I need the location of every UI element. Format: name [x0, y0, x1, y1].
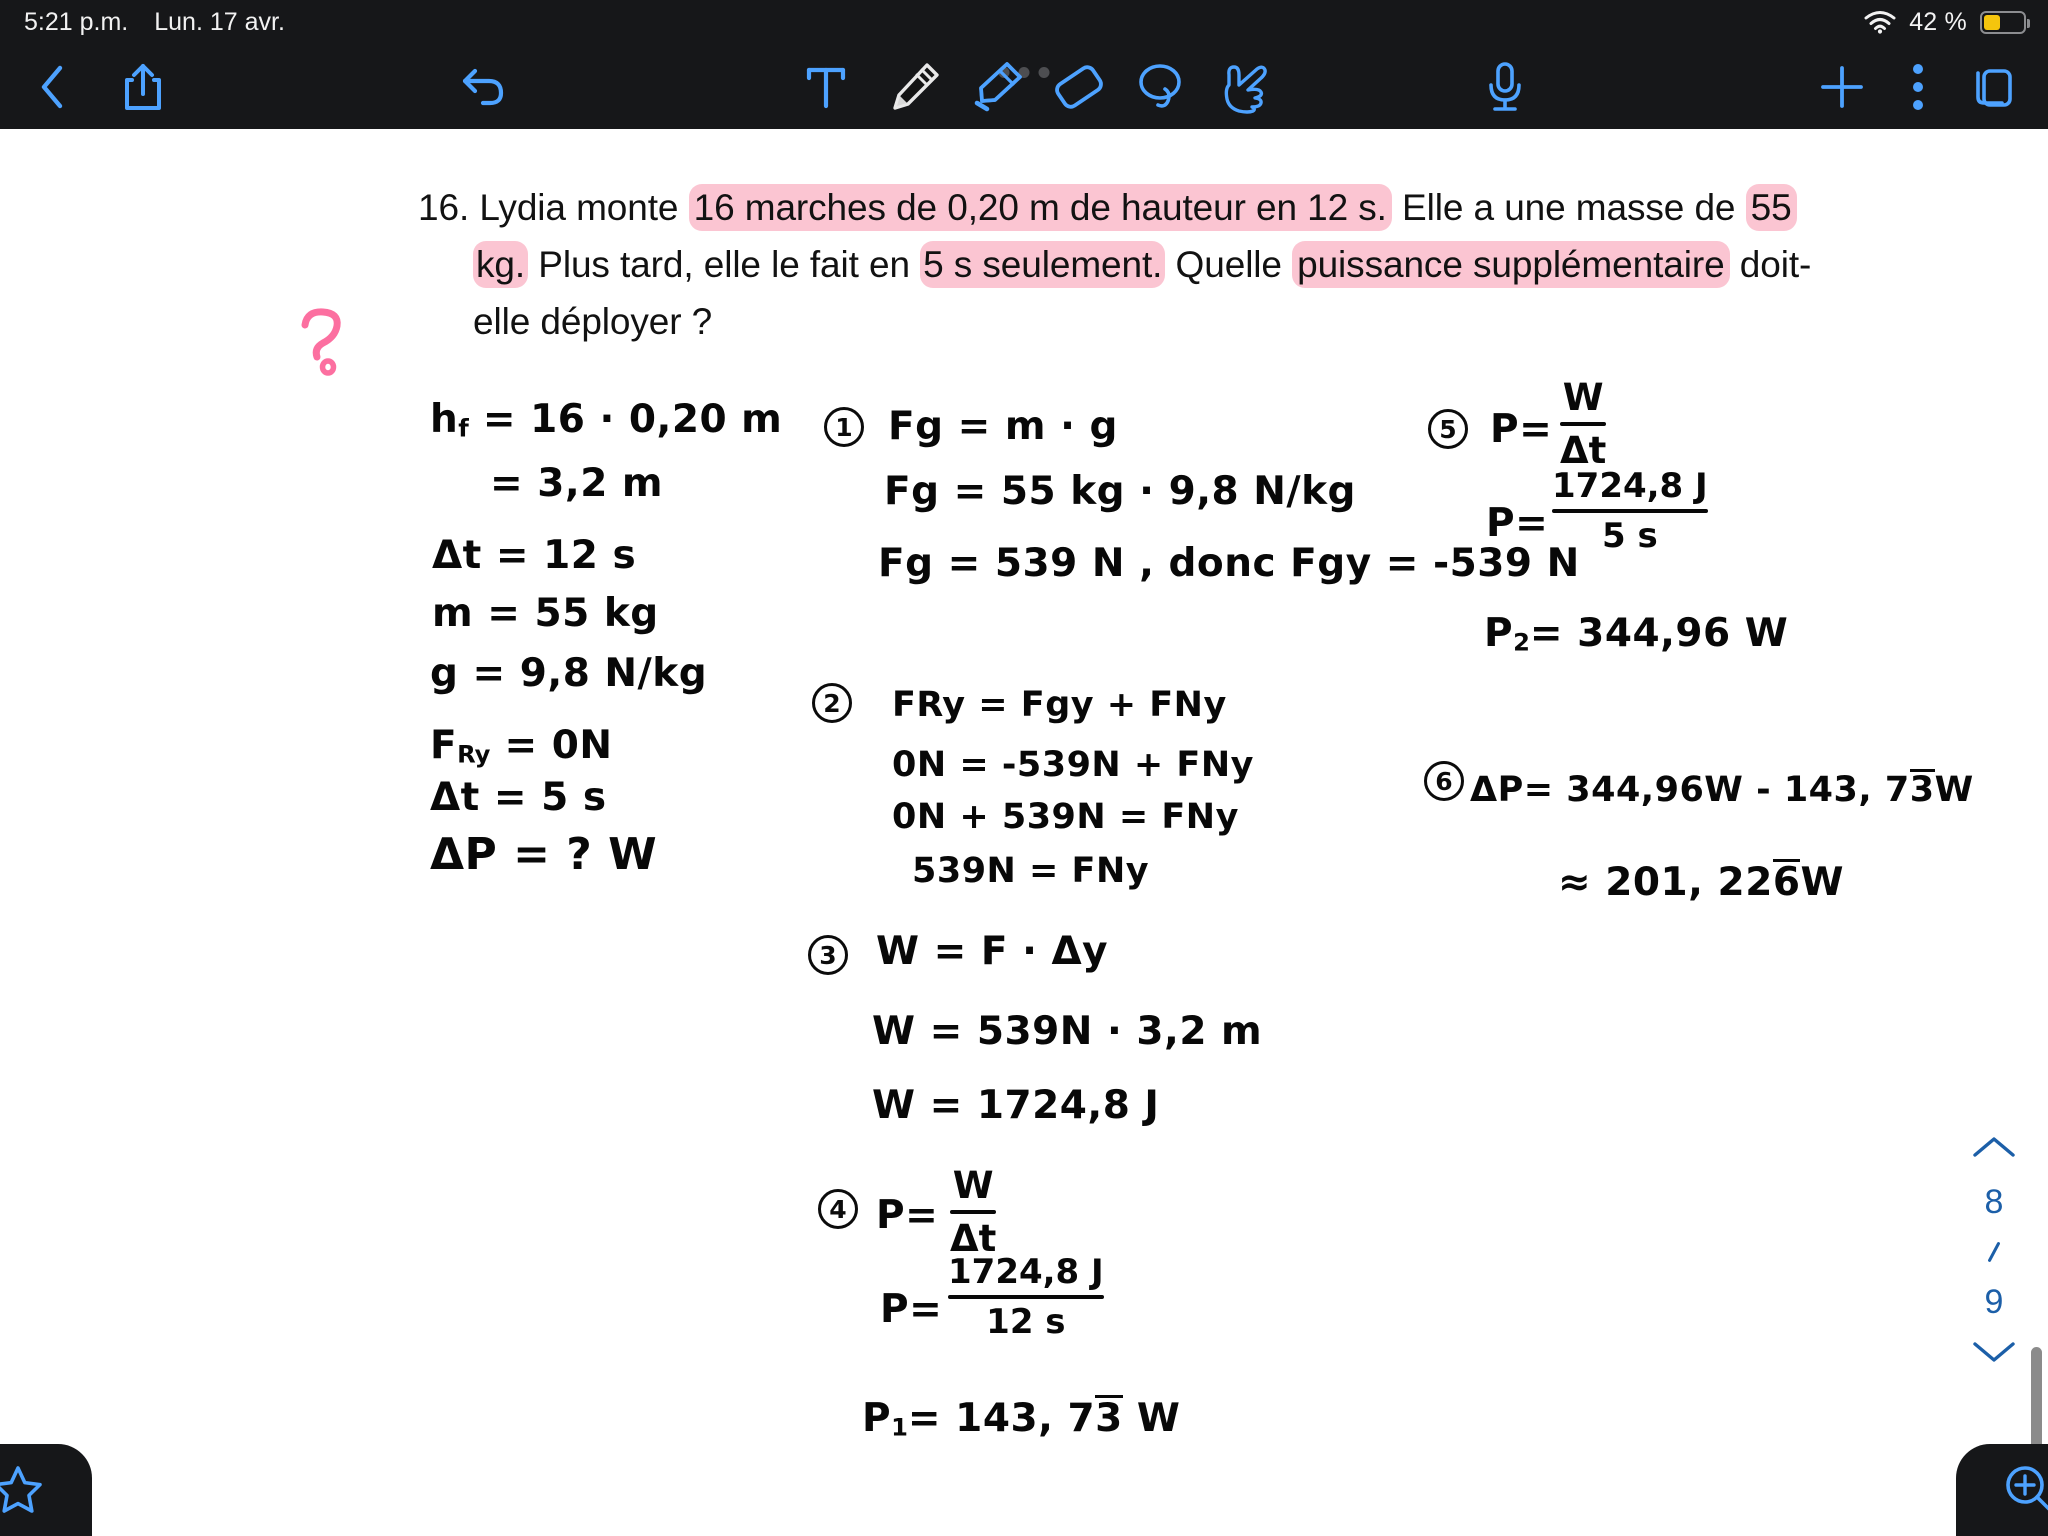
- step-5-formula-numerator: W: [1562, 376, 1604, 419]
- status-bar-left: [24, 8, 285, 37]
- lasso-tool-button[interactable]: [1126, 52, 1196, 122]
- page-up-button[interactable]: [1971, 1134, 2017, 1165]
- given-delta-t2: Δt = 5 s: [430, 775, 607, 820]
- step-4-formula-denominator: Δt: [950, 1217, 997, 1261]
- hand-tool-icon: [1215, 59, 1271, 115]
- step-3-number: 3: [808, 935, 848, 975]
- step-4-result: $P_1= 143$, 73 W: [862, 1396, 1181, 1442]
- question-quelle: Quelle: [1165, 244, 1293, 285]
- step-6-line-2: ≈ 201, 226W: [1558, 860, 1845, 905]
- given-gravity: g = 9,8 N/kg: [430, 651, 708, 696]
- question-later-text: Plus tard, elle le fait en: [528, 244, 921, 285]
- step-2-number: 2: [812, 683, 852, 723]
- step-1-number: 1: [824, 407, 864, 447]
- step-5-result: $P_2= 344,96$ W: [1484, 611, 1789, 657]
- question-line-1: [418, 179, 1818, 236]
- pen-tool-icon: [887, 59, 943, 115]
- highlight-extra-power: puissance supplémentaire: [1292, 241, 1729, 288]
- step-4-formula-label: P=: [876, 1193, 939, 1238]
- hand-tool-button[interactable]: [1208, 52, 1278, 122]
- step-5-value-numerator: 1724,8 J: [1552, 466, 1708, 506]
- microphone-button[interactable]: [1470, 52, 1540, 122]
- step-6-number: 6: [1424, 761, 1464, 801]
- share-icon: [122, 62, 164, 112]
- question-closing: elle déployer ?: [473, 301, 713, 342]
- given-hf-line2: = 3,2 m: [490, 461, 664, 506]
- question-mass-intro: Elle a une masse de: [1391, 187, 1746, 228]
- step-2-line-2: 0N = -539N + FNy: [892, 745, 1254, 785]
- pen-tool-button[interactable]: [880, 52, 950, 122]
- given-fry: $F_{Ry} = 0N$: [430, 723, 613, 769]
- step-2-line-3: 0N + 539N = FNy: [892, 797, 1239, 837]
- step-5-formula-fraction: [1560, 377, 1606, 472]
- microphone-icon: [1483, 60, 1527, 114]
- undo-button[interactable]: [452, 56, 514, 118]
- step-3-line-1: W = F · Δy: [876, 929, 1109, 974]
- add-page-button[interactable]: [1808, 53, 1876, 121]
- given-delta-t1: Δt = 12 s: [432, 533, 637, 578]
- lasso-tool-icon: [1133, 59, 1189, 115]
- page-thumbnails-icon: [1968, 59, 2024, 115]
- star-bookmark-icon: [0, 1463, 45, 1517]
- step-4-number: 4: [818, 1189, 858, 1229]
- highlight-mass-value: 55: [1746, 184, 1797, 231]
- step-5-value-fraction: [1552, 467, 1708, 555]
- question-line-3: [418, 293, 1818, 350]
- step-1-line-1: Fg = m · g: [888, 404, 1118, 449]
- status-date: Lun. 17 avr.: [154, 7, 285, 36]
- step-4-value-label: P=: [880, 1287, 943, 1332]
- back-button[interactable]: [22, 56, 84, 118]
- step-4-value-numerator: 1724,8 J: [948, 1252, 1104, 1292]
- zoom-in-icon: [2002, 1462, 2048, 1518]
- step-1-line-2: Fg = 55 kg · 9,8 N/kg: [884, 469, 1356, 514]
- status-bar: [0, 0, 2048, 44]
- step-5-formula-denominator: Δt: [1560, 429, 1607, 473]
- given-hf-line1: $h_f = 16 \cdot 0,20$ m: [430, 397, 783, 443]
- step-5-value-denominator: 5 s: [1601, 516, 1658, 557]
- battery-percent: 42 %: [1909, 7, 1967, 36]
- bookmark-button[interactable]: [0, 1444, 92, 1536]
- highlight-steps-height-time: 16 marches de 0,20 m de hauteur en 12 s.: [689, 184, 1392, 231]
- step-4-formula-numerator: W: [952, 1164, 994, 1207]
- text-tool-button[interactable]: [792, 53, 860, 121]
- total-page-count: 9: [1984, 1283, 2004, 1321]
- step-5-value-label: P=: [1486, 501, 1549, 546]
- page-thumbnails-button[interactable]: [1960, 51, 2032, 123]
- main-toolbar: [0, 44, 2048, 129]
- undo-icon: [459, 65, 507, 109]
- page-navigator: [1966, 1134, 2022, 1370]
- note-page-canvas[interactable]: [0, 129, 2048, 1536]
- battery-icon: [1980, 11, 2026, 34]
- step-4-value-denominator: 12 s: [986, 1302, 1066, 1343]
- text-tool-icon: [804, 63, 848, 111]
- chevron-up-icon: [1971, 1134, 2017, 1160]
- more-options-button[interactable]: [1890, 53, 1946, 121]
- back-icon: [38, 64, 68, 110]
- current-page-number[interactable]: 8: [1984, 1183, 2004, 1221]
- highlight-mass-unit: kg.: [473, 241, 528, 288]
- highlight-second-time: 5 s seulement.: [920, 241, 1165, 288]
- step-3-line-2: W = 539N · 3,2 m: [872, 1009, 1263, 1054]
- eraser-tool-button[interactable]: [1044, 52, 1114, 122]
- step-2-line-4: 539N = FNy: [912, 851, 1150, 891]
- step-4-value-fraction: [948, 1253, 1104, 1341]
- step-2-line-1: FRy = Fgy + FNy: [892, 685, 1227, 725]
- question-text-block: [418, 179, 1818, 350]
- plus-icon: [1817, 62, 1867, 112]
- step-5-number: 5: [1428, 409, 1468, 449]
- step-3-line-3: W = 1724,8 J: [872, 1083, 1160, 1128]
- share-button[interactable]: [112, 56, 174, 118]
- status-time: 5:21 p.m.: [24, 7, 129, 36]
- page-down-button[interactable]: [1971, 1339, 2017, 1370]
- given-mass: m = 55 kg: [432, 591, 659, 636]
- eraser-tool-icon: [1050, 59, 1108, 115]
- more-options-icon: [1910, 60, 1926, 114]
- step-5-formula-label: P=: [1490, 407, 1553, 452]
- highlighter-tool-icon: [969, 59, 1025, 115]
- chevron-down-icon: [1971, 1339, 2017, 1365]
- wifi-icon: [1864, 10, 1896, 34]
- step-1-line-3: Fg = 539 N , donc Fgy = -539 N: [878, 541, 1580, 586]
- step-4-formula-fraction: [950, 1165, 996, 1260]
- pink-question-mark-annotation: [297, 307, 357, 377]
- status-bar-right: [1864, 8, 2026, 37]
- question-intro: 16. Lydia monte: [418, 187, 689, 228]
- highlighter-tool-button[interactable]: [962, 52, 1032, 122]
- zoom-in-button[interactable]: [1956, 1444, 2048, 1536]
- question-line-2: [418, 236, 1818, 293]
- given-delta-p: ΔP = ? W: [430, 829, 658, 880]
- question-doit: doit-: [1729, 244, 1812, 285]
- page-separator-icon: [1981, 1239, 2007, 1265]
- step-6-line-1: ΔP= 344,96W - 143, 73W: [1470, 770, 1974, 810]
